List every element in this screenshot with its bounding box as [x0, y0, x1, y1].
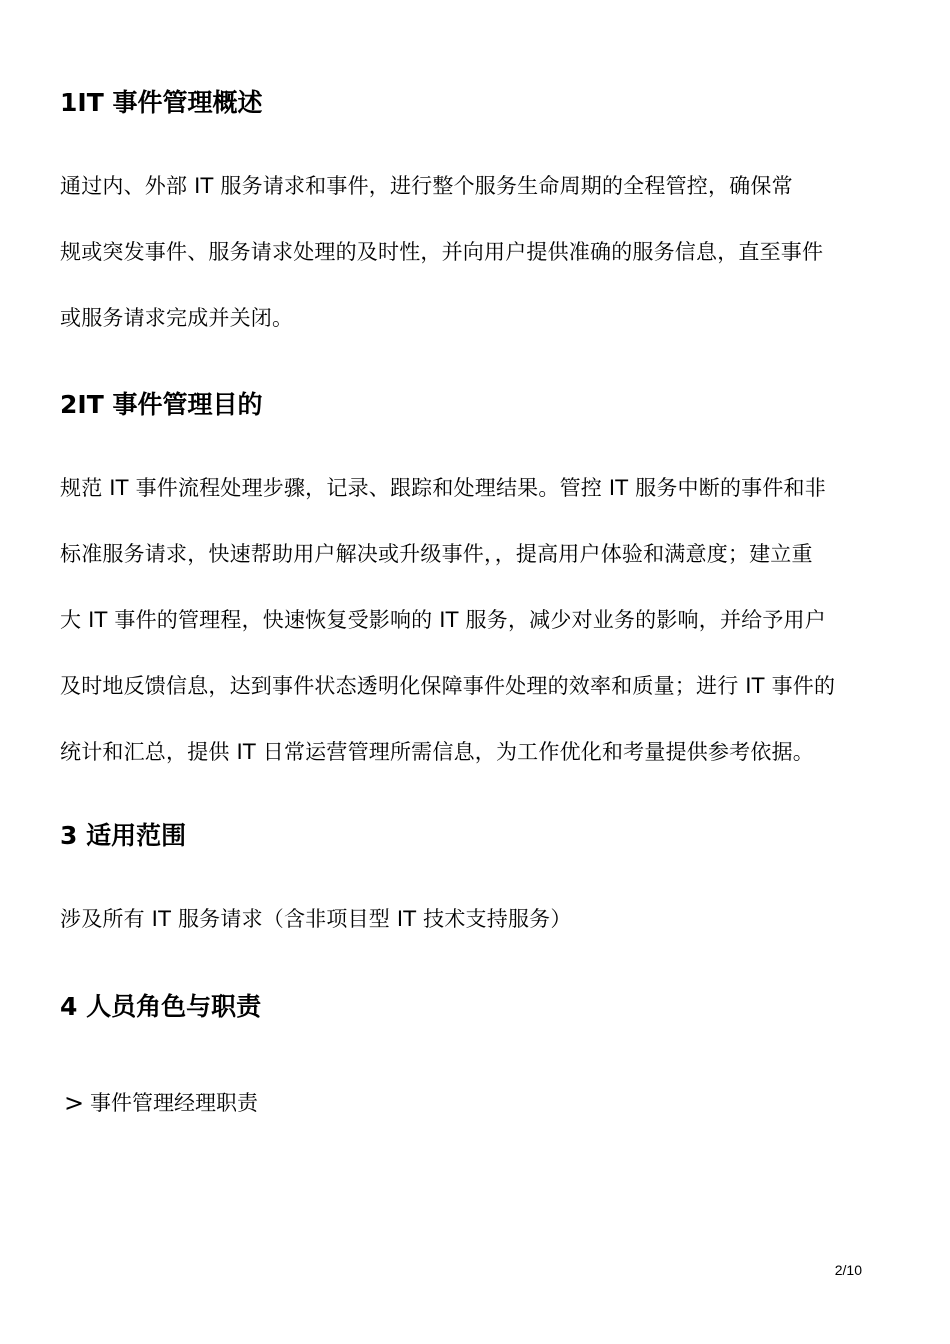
section-4-heading: 4 人员角色与职责 [60, 992, 262, 1021]
bullet-text: 事件管理经理职责 [90, 1091, 258, 1115]
section-2-line-4: 及时地反馈信息，达到事件状态透明化保障事件处理的效率和质量；进行 IT 事件的 [60, 674, 836, 698]
section-1-body [60, 153, 890, 351]
page-number: 2/10 [834, 1262, 862, 1278]
section-1-line-2: 规或突发事件、服务请求处理的及时性，并向用户提供准确的服务信息，直至事件 [60, 240, 824, 264]
section-1-heading: 1IT 事件管理概述 [60, 88, 263, 117]
section-1-line-1: 通过内、外部 IT 服务请求和事件，进行整个服务生命周期的全程管控，确保常 [60, 174, 793, 198]
section-2-line-2: 标准服务请求，快速帮助用户解决或升级事件，，提高用户体验和满意度；建立重 [60, 542, 813, 566]
section-2-line-3: 大 IT 事件的管理程，快速恢复受影响的 IT 服务，减少对业务的影响，并给予用户 [60, 608, 826, 632]
section-1-line-3: 或服务请求完成并关闭。 [60, 306, 294, 330]
section-2-heading: 2IT 事件管理目的 [60, 390, 263, 419]
section-2-line-5: 统计和汇总，提供 IT 日常运营管理所需信息，为工作优化和考量提供参考依据。 [60, 740, 814, 764]
chevron-right-icon: > [64, 1089, 85, 1117]
section-3-heading: 3 适用范围 [60, 821, 187, 850]
section-2-line-1: 规范 IT 事件流程处理步骤，记录、跟踪和处理结果。管控 IT 服务中断的事件和非 [60, 476, 826, 500]
section-3-line-1: 涉及所有 IT 服务请求（含非项目型 IT 技术支持服务） [60, 907, 572, 931]
section-3-body [60, 886, 890, 952]
section-2-body [60, 455, 890, 785]
bullet-item [64, 1086, 258, 1120]
